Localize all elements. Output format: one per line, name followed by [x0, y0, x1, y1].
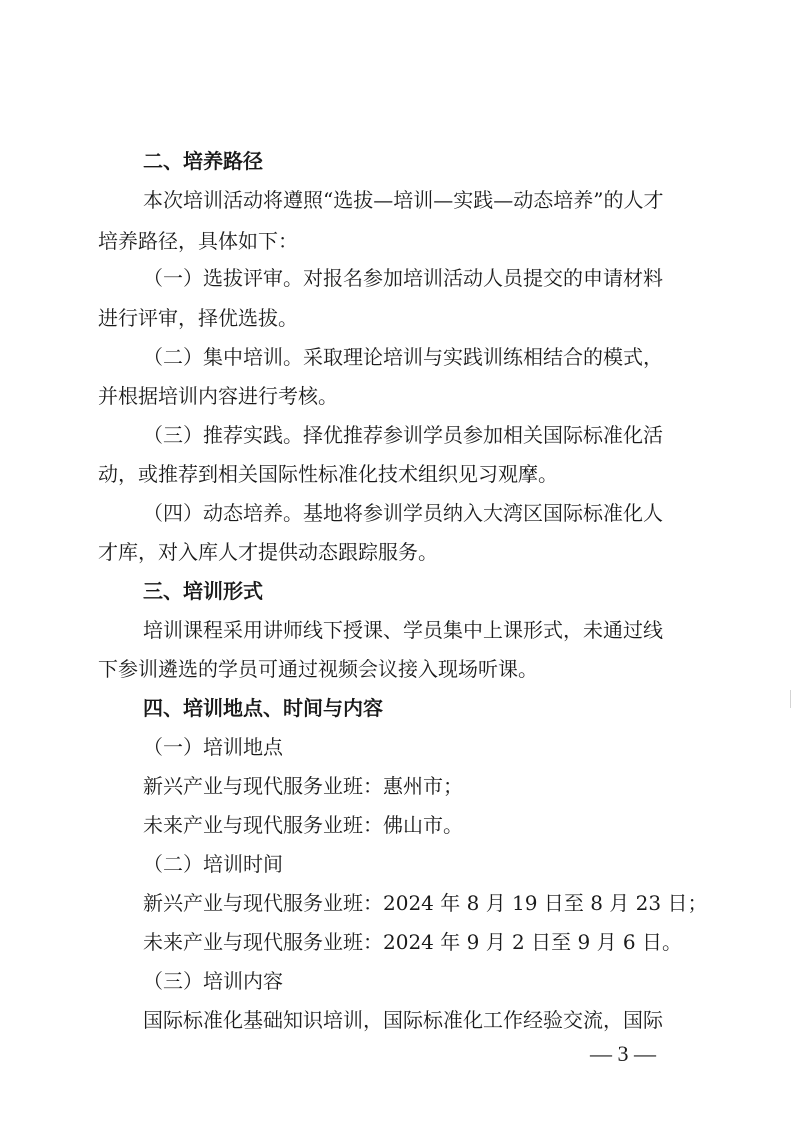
paragraph-line: 动，或推荐到相关国际性标准化技术组织见习观摩。: [98, 462, 558, 486]
paragraph-line: 并根据培训内容进行考核。: [98, 384, 338, 408]
scan-edge-mark: [790, 690, 791, 708]
paragraph-line: （四）动态培养。基地将参训学员纳入大湾区国际标准化人: [143, 501, 663, 525]
paragraph-line: （一）培训地点: [143, 735, 283, 759]
section-heading: 三、培训形式: [143, 579, 263, 603]
paragraph-line: （一）选拔评审。对报名参加培训活动人员提交的申请材料: [143, 266, 663, 290]
paragraph-line: （三）推荐实践。择优推荐参训学员参加相关国际标准化活: [143, 423, 663, 447]
section-heading: 四、培训地点、时间与内容: [143, 696, 383, 720]
paragraph-line: （二）培训时间: [143, 852, 283, 876]
paragraph-line: 未来产业与现代服务业班：佛山市。: [143, 813, 463, 837]
paragraph-line: （三）培训内容: [143, 969, 283, 993]
paragraph-line: 进行评审，择优选拔。: [98, 306, 298, 330]
paragraph-line: 新兴产业与现代服务业班：2024 年 8 月 19 日至 8 月 23 日；: [143, 891, 708, 915]
paragraph-line: 培养路径，具体如下：: [98, 229, 298, 253]
paragraph-line: 培训课程采用讲师线下授课、学员集中上课形式，未通过线: [143, 618, 663, 642]
page-number: — 3 —: [590, 1041, 656, 1066]
paragraph-line: 才库，对入库人才提供动态跟踪服务。: [98, 540, 438, 564]
paragraph-line: 国际标准化基础知识培训，国际标准化工作经验交流，国际: [143, 1008, 663, 1032]
paragraph-line: 新兴产业与现代服务业班：惠州市；: [143, 774, 463, 798]
paragraph-line: （二）集中培训。采取理论培训与实践训练相结合的模式，: [143, 345, 663, 369]
section-heading: 二、培养路径: [143, 149, 263, 173]
paragraph-line: 下参训遴选的学员可通过视频会议接入现场听课。: [98, 657, 538, 681]
paragraph-line: 未来产业与现代服务业班：2024 年 9 月 2 日至 9 月 6 日。: [143, 930, 683, 954]
paragraph-line: 本次培训活动将遵照“选拔—培训—实践—动态培养”的人才: [143, 188, 664, 212]
